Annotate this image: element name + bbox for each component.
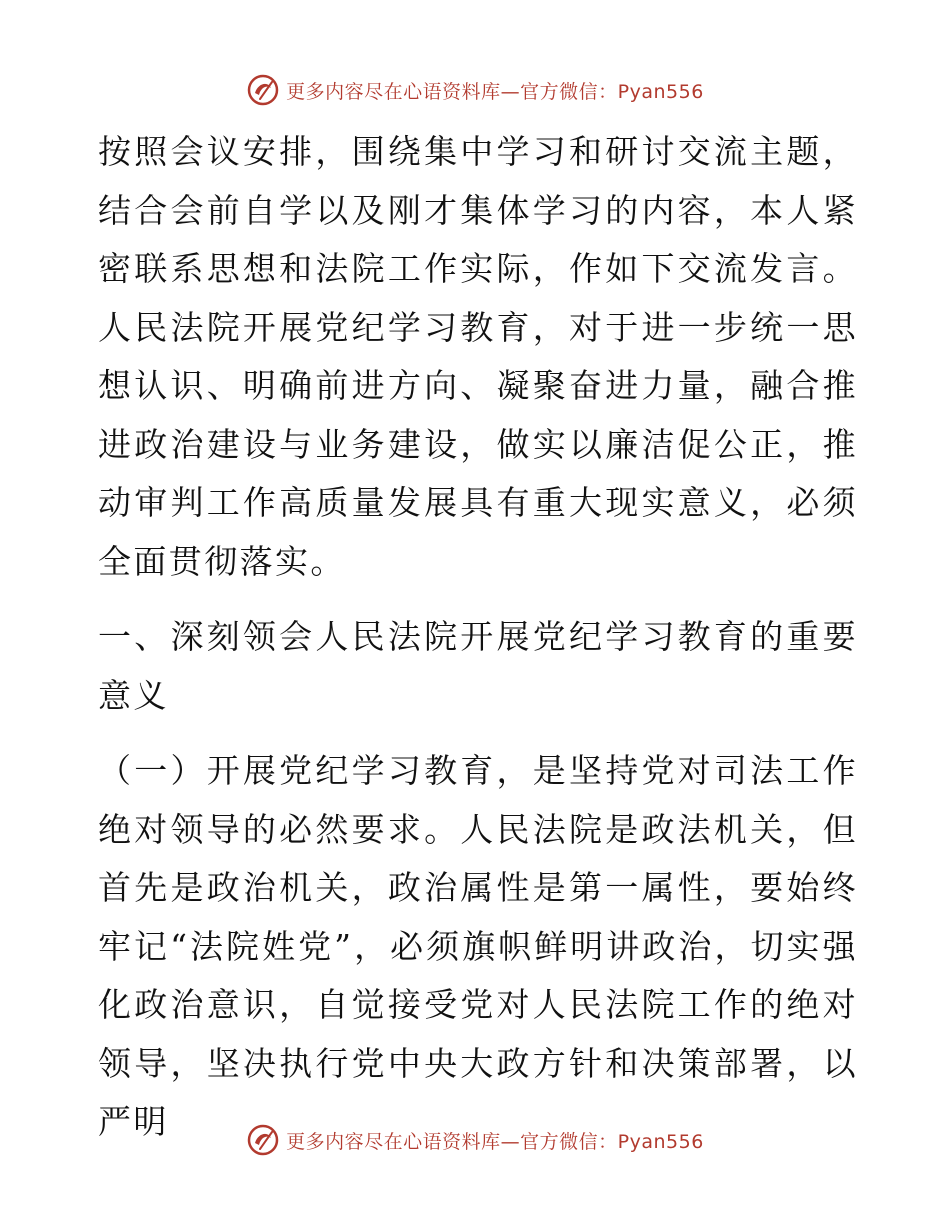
footer-watermark xyxy=(0,1120,950,1160)
document-body xyxy=(98,123,858,1152)
watermark-text: 更多内容尽在心语资料库—官方微信：Pyan556 xyxy=(286,1130,704,1153)
header-watermark xyxy=(0,70,950,110)
section-paragraph: （一）开展党纪学习教育，是坚持党对司法工作绝对领导的必然要求。人民法院是政法机关，但首先是政治机关，政治属性是第一属性，要始终牢记“法院姓党”，必须旗帜鲜明讲政治，切实强化政治意识，自觉接受党对人民法院工作的绝对领导，坚决执行党中央大政方针和决策部署，以严明 xyxy=(98,751,858,1141)
watermark-text: 更多内容尽在心语资料库—官方微信：Pyan556 xyxy=(286,80,704,103)
red-swirl-logo-icon xyxy=(246,1123,280,1157)
red-swirl-logo-icon xyxy=(246,73,280,107)
section-heading: 一、深刻领会人民法院开展党纪学习教育的重要意义 xyxy=(98,617,858,715)
intro-paragraph: 按照会议安排，围绕集中学习和研讨交流主题，结合会前自学以及刚才集体学习的内容，本人紧密联系思想和法院工作实际，作如下交流发言。人民法院开展党纪学习教育，对于进一步统一思想认识、明确前进方向、凝聚奋进力量，融合推进政治建设与业务建设，做实以廉洁促公正，推动审判工作高质量发展具有重大现实意义，必须全面贯彻落实。 xyxy=(98,132,858,581)
